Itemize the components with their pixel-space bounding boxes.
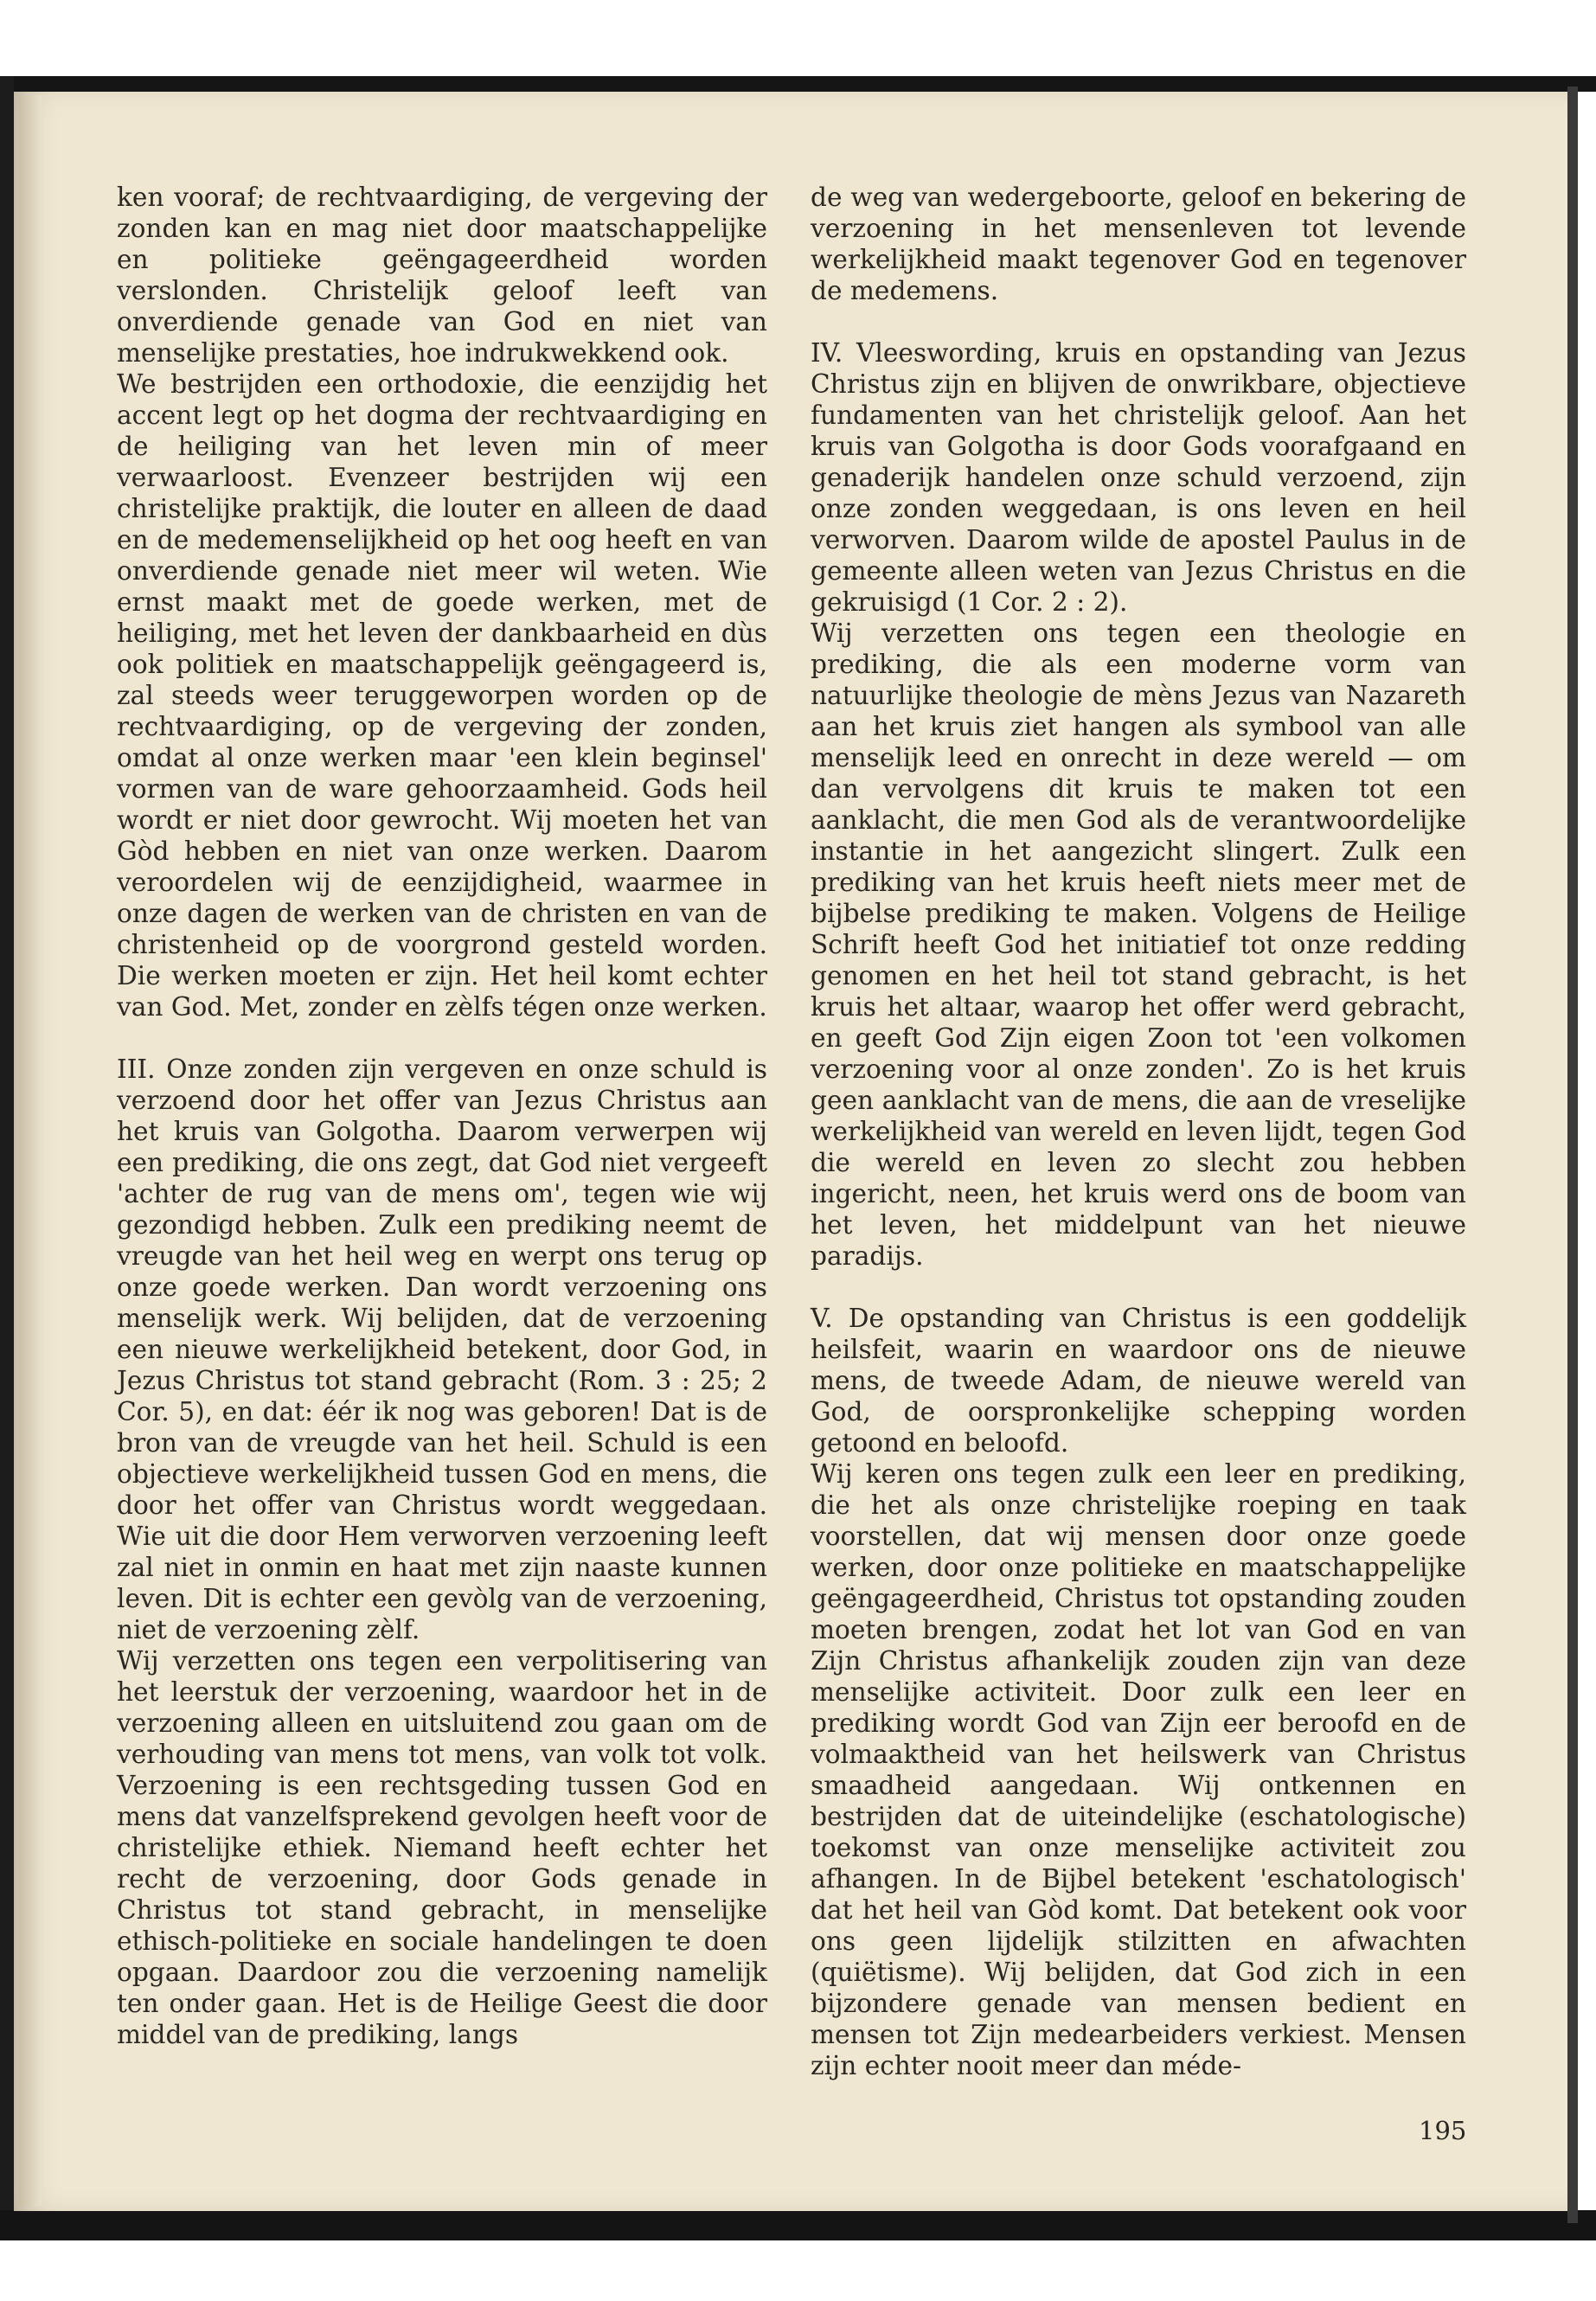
paragraph: Wij verzetten ons tegen een theologie en prediking, die als een moderne vorm van natuurlijke theologie de mèns Jezus van Nazareth aan het kruis ziet hangen als symbool van alle menselijk leed en onrecht in deze wereld — om dan vervolgens dit kruis te maken tot een aanklacht, die men God als de verantwoordelijke instantie in het aangezicht slingert. Zulk een prediking van het kruis heeft niets meer met de bijbelse prediking te maken. Volgens de Heilige Schrift heeft God het initiatief tot onze redding genomen en het heil tot stand gebracht, is het kruis het altaar, waarop het offer werd gebracht, en geeft God Zijn eigen Zoon tot 'een volkomen verzoening voor al onze zonden'. Zo is het kruis geen aanklacht van de mens, die aan de vreselijke werkelijkheid van wereld en leven lijdt, tegen God die wereld en leven zo slecht zou hebben ingericht, neen, het kruis werd ons de boom van het leven, het middelpunt van het nieuwe paradijs. xyxy=(811,619,1466,1271)
scan-border-bottom xyxy=(0,2210,1596,2240)
scan-border-top xyxy=(0,76,1596,92)
page-number: 195 xyxy=(1419,2116,1467,2145)
paragraph-section-v: V. De opstanding van Christus is een goddelijk heilsfeit, waarin en waardoor ons de nieuwe mens, de tweede Adam, de nieuwe wereld van God, de oorspronkelijke schepping worden getoond en beloofd. xyxy=(811,1304,1466,1458)
right-text-column xyxy=(811,182,1466,2081)
paragraph: We bestrijden een orthodoxie, die eenzijdig het accent legt op het dogma der rechtvaardiging en de heiliging van het leven min of meer verwaarloost. Evenzeer bestrijden wij een christelijke praktijk, die louter en alleen de daad en de medemenselijkheid op het oog heeft en van onverdiende genade niet meer wil weten. Wie ernst maakt met de goede werken, met de heiliging, met het leven der dankbaarheid en dùs ook politiek en maatschappelijk geëngageerd is, zal steeds weer teruggeworpen worden op de rechtvaardiging, op de vergeving der zonden, omdat al onze werken maar 'een klein beginsel' vormen van de ware gehoorzaamheid. Gods heil wordt er niet door gewrocht. Wij moeten het van Gòd hebben en niet van onze werken. Daarom veroordelen wij de eenzijdigheid, waarmee in onze dagen de werken van de christen en van de christenheid op de voorgrond gesteld worden. Die werken moeten er zijn. Het heil komt echter van God. Met, zonder en zèlfs tégen onze werken. xyxy=(117,369,767,1022)
paragraph: ken vooraf; de rechtvaardiging, de vergeving der zonden kan en mag niet door maatschappelijke en politieke geëngageerdheid worden verslonden. Christelijk geloof leeft van onverdiende genade van God en niet van menselijke prestaties, hoe indrukwekkend ook. xyxy=(117,183,767,368)
paragraph-section-iii: III. Onze zonden zijn vergeven en onze schuld is verzoend door het offer van Jezus Christus aan het kruis van Golgotha. Daarom verwerpen wij een prediking, die ons zegt, dat God niet vergeeft 'achter de rug van de mens om', tegen wie wij gezondigd hebben. Zulk een prediking neemt de vreugde van het heil weg en werpt ons terug op onze goede werken. Dan wordt verzoening ons menselijk werk. Wij belijden, dat de verzoening een nieuwe werkelijkheid betekent, door God, in Jezus Christus tot stand gebracht (Rom. 3 : 25; 2 Cor. 5), en dat: éér ik nog was geboren! Dat is de bron van de vreugde van het heil. Schuld is een objectieve werkelijkheid tussen God en mens, die door het offer van Christus wordt weggedaan. Wie uit die door Hem verworven verzoening leeft zal niet in onmin en haat met zijn naaste kunnen leven. Dit is echter een gevòlg van de verzoening, niet de verzoening zèlf. xyxy=(117,1054,767,1644)
paragraph: Wij keren ons tegen zulk een leer en prediking, die het als onze christelijke roeping en taak voorstellen, dat wij mensen door onze goede werken, door onze politieke en maatschappelijke geëngageerdheid, Christus tot opstanding zouden moeten brengen, zodat het lot van God en van Zijn Christus afhankelijk zouden zijn van deze menselijke activiteit. Door zulk een leer en prediking wordt God van Zijn eer beroofd en de volmaaktheid van het heilswerk van Christus smaadheid aangedaan. Wij ontkennen en bestrijden dat de uiteindelijke (eschatologische) toekomst van onze menselijke activiteit zou afhangen. In de Bijbel betekent 'eschatologisch' dat het heil van Gòd komt. Dat betekent ook voor ons geen lijdelijk stilzitten en afwachten (quiëtisme). Wij belijden, dat God zich in een bijzondere genade van mensen bedient en mensen tot Zijn medearbeiders verkiest. Mensen zijn echter nooit meer dan méde- xyxy=(811,1459,1466,2080)
paragraph-section-iv: IV. Vleeswording, kruis en opstanding van Jezus Christus zijn en blijven de onwrikbare, objectieve fundamenten van het christelijk geloof. Aan het kruis van Golgotha is door Gods voorafgaand en genaderijk handelen onze schuld verzoend, zijn onze zonden weggedaan, is ons leven en heil verworven. Daarom wilde de apostel Paulus in de gemeente alleen weten van Jezus Christus en die gekruisigd (1 Cor. 2 : 2). xyxy=(811,338,1466,617)
scan-border-right xyxy=(1567,87,1578,2223)
paragraph: Wij verzetten ons tegen een verpolitisering van het leerstuk der verzoening, waardoor het in de verzoening alleen en uitsluitend zou gaan om de verhouding van mens tot mens, van volk tot volk. Verzoening is een rechtsgeding tussen God en mens dat vanzelfsprekend gevolgen heeft voor de christelijke ethiek. Niemand heeft echter het recht de verzoening, door Gods genade in Christus tot stand gebracht, in menselijke ethisch-politieke en sociale handelingen te doen opgaan. Daardoor zou die verzoening namelijk ten onder gaan. Het is de Heilige Geest die door middel van de prediking, langs xyxy=(117,1646,767,2049)
page-spine-shadow xyxy=(19,95,42,2206)
paragraph: de weg van wedergeboorte, geloof en bekering de verzoening in het mensenleven tot levende werkelijkheid maakt tegenover God en tegenover de medemens. xyxy=(811,183,1466,305)
scan-border-left xyxy=(0,76,14,2239)
left-text-column xyxy=(117,182,767,2050)
